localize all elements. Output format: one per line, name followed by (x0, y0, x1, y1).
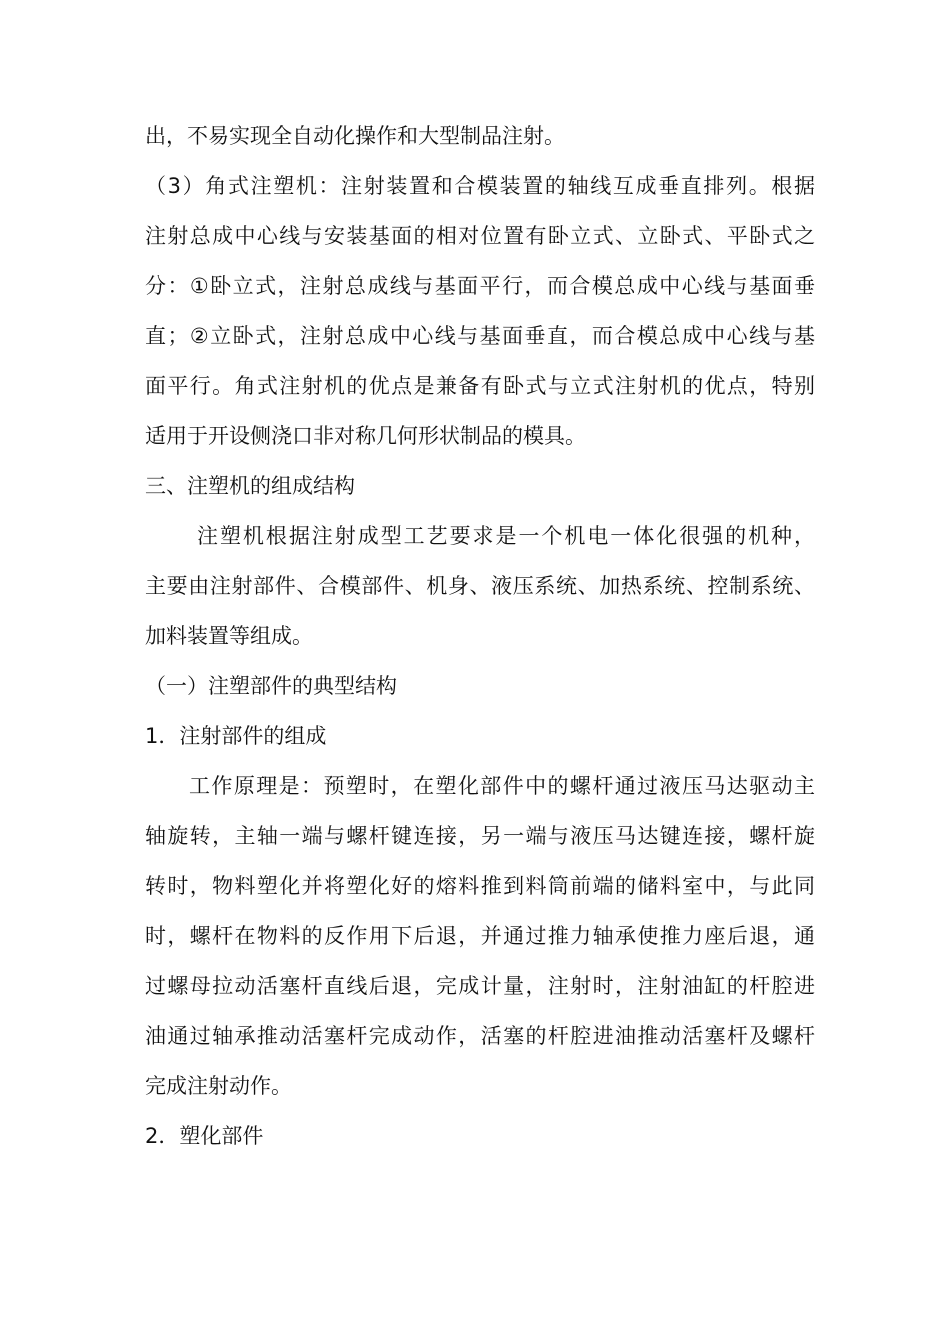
text-line-9: 注塑机根据注射成型工艺要求是一个机电一体化很强的机种， (197, 524, 815, 548)
section-heading: 三、注塑机的组成结构 (145, 474, 355, 498)
text-line-4: 分：①卧立式，注射总成线与基面平行，而合模总成中心线与基面垂 (145, 274, 815, 298)
text-line-20: 完成注射动作。 (145, 1074, 292, 1098)
subsection-heading: （一）注塑部件的典型结构 (145, 674, 397, 698)
text-line-3: 注射总成中心线与安装基面的相对位置有卧立式、立卧式、平卧式之 (145, 224, 815, 248)
text-line-7: 适用于开设侧浇口非对称几何形状制品的模具。 (145, 424, 586, 448)
item-heading-2: 2．塑化部件 (145, 1124, 264, 1148)
text-line-10: 主要由注射部件、合模部件、机身、液压系统、加热系统、控制系统、 (145, 574, 815, 598)
text-line-6: 面平行。角式注射机的优点是兼备有卧式与立式注射机的优点，特别 (145, 374, 815, 398)
text-line-16: 转时，物料塑化并将塑化好的熔料推到料筒前端的储料室中，与此同 (145, 874, 815, 898)
text-line-11: 加料装置等组成。 (145, 624, 313, 648)
text-line-15: 轴旋转，主轴一端与螺杆键连接，另一端与液压马达键连接，螺杆旋 (145, 824, 815, 848)
item-heading-1: 1．注射部件的组成 (145, 724, 327, 748)
text-line-19: 油通过轴承推动活塞杆完成动作，活塞的杆腔进油推动活塞杆及螺杆 (145, 1024, 815, 1048)
text-line-17: 时，螺杆在物料的反作用下后退，并通过推力轴承使推力座后退，通 (145, 924, 815, 948)
text-line-5: 直；②立卧式，注射总成中心线与基面垂直，而合模总成中心线与基 (145, 324, 815, 348)
text-line-2: （3）角式注塑机：注射装置和合模装置的轴线互成垂直排列。根据 (145, 174, 815, 198)
text-line-14: 工作原理是：预塑时，在塑化部件中的螺杆通过液压马达驱动主 (189, 774, 815, 798)
text-line-18: 过螺母拉动活塞杆直线后退，完成计量，注射时，注射油缸的杆腔进 (145, 974, 815, 998)
text-line-1: 出，不易实现全自动化操作和大型制品注射。 (145, 124, 565, 148)
